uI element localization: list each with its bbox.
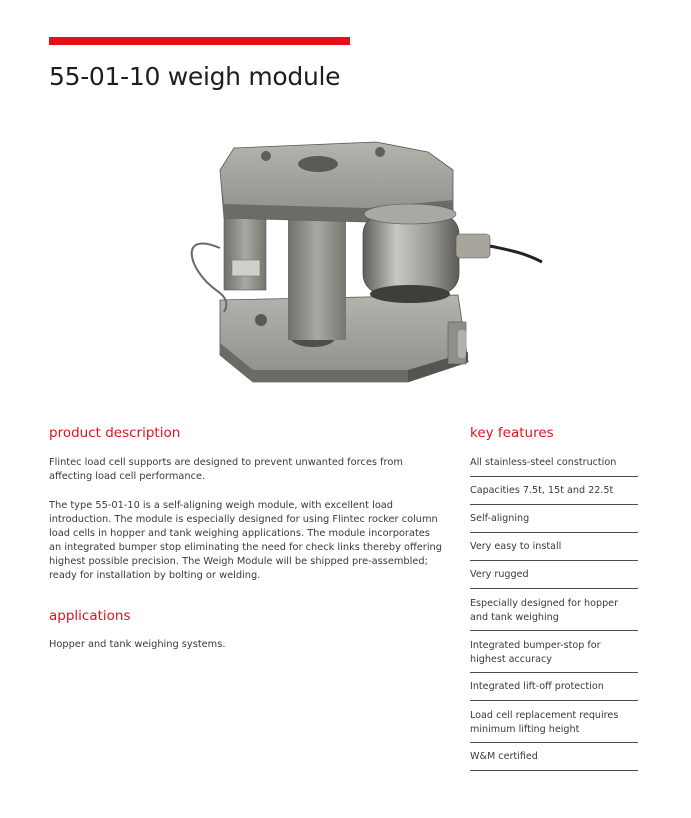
applications-heading: applications <box>49 608 131 624</box>
feature-item: All stainless-steel construction <box>470 449 638 477</box>
accent-bar <box>49 37 350 45</box>
feature-item: Especially designed for hopper and tank weighing <box>470 589 638 631</box>
feature-item: Integrated bumper-stop for highest accuracy <box>470 631 638 673</box>
feature-item: Load cell replacement requires minimum lifting height <box>470 701 638 743</box>
weigh-module-photo <box>158 130 558 390</box>
feature-item: Very rugged <box>470 561 638 589</box>
feature-item: W&M certified <box>470 743 638 771</box>
page-title: 55-01-10 weigh module <box>49 62 341 91</box>
description-paragraph-2: The type 55-01-10 is a self-aligning weigh module, with excellent load introduction. The module is especially designed for using Flintec rocker column load cells in hopper and tank weighing applications. The module incorporates an integrated bumper stop eliminating the need for check links thereby offering highest possible precision. The Weigh Module will be shipped pre-assembled; ready for installation by bolting or welding. <box>49 500 442 581</box>
product-description-heading: product description <box>49 425 181 441</box>
feature-item: Self-aligning <box>470 505 638 533</box>
feature-item: Very easy to install <box>470 533 638 561</box>
key-features-list <box>470 449 638 771</box>
feature-item: Capacities 7.5t, 15t and 22.5t <box>470 477 638 505</box>
feature-item: Integrated lift-off protection <box>470 673 638 701</box>
description-paragraph-1: Flintec load cell supports are designed to prevent unwanted forces from affecting load cell performance. <box>49 457 403 482</box>
applications-text: Hopper and tank weighing systems. <box>49 639 226 650</box>
key-features-heading: key features <box>470 425 554 441</box>
